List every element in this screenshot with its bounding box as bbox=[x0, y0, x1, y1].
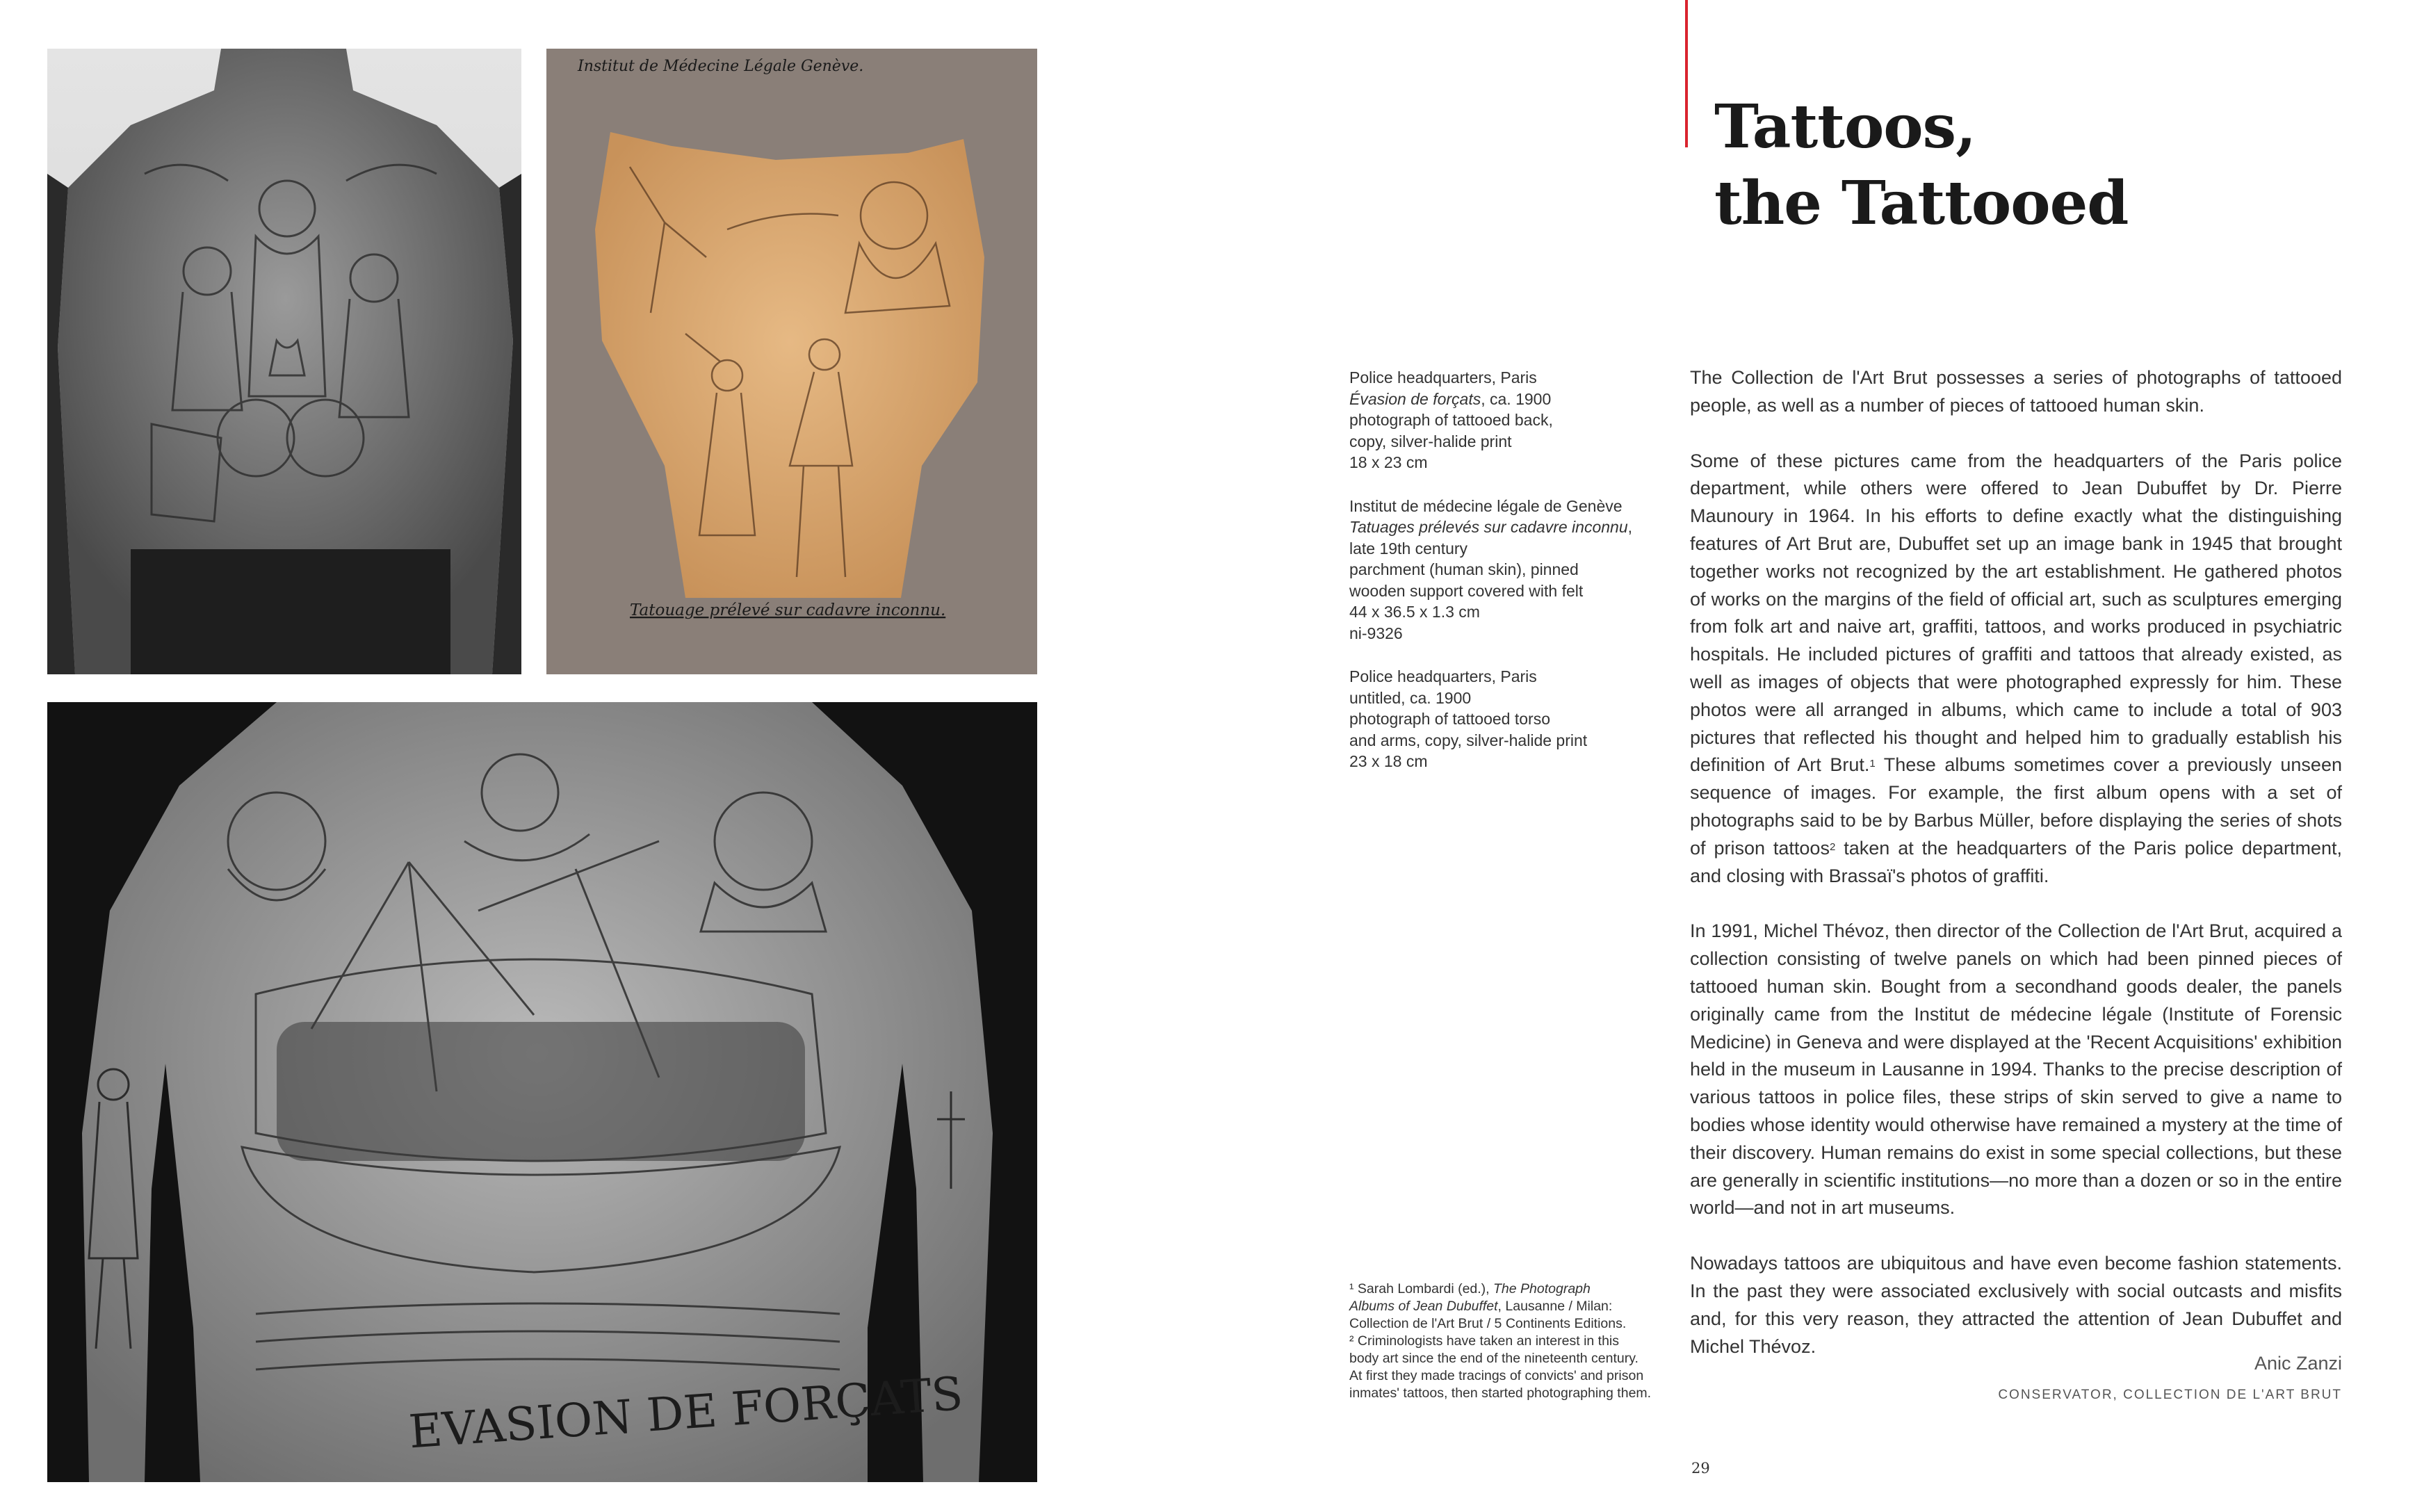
body-text-run: These albums sometimes cover a previously unseen sequence of images. For example, the first album opens with a set of photographs said to be by Barbus Müller, before displaying the series of shots of prison tattoos bbox=[1690, 754, 2342, 859]
caption-column bbox=[1349, 367, 1655, 795]
footnote-2-line: ² Criminologists have taken an interest in this bbox=[1349, 1333, 1620, 1349]
body-paragraph-4: Nowadays tattoos are ubiquitous and have even become fashion statements. In the past they were associated exclusively with social outcasts and misfits and, for this very reason, they attracted the attention of Jean Dubuffet and Michel Thévoz. bbox=[1690, 1253, 2342, 1357]
caption-2-title: Tatuages prélevés sur cadavre inconnu bbox=[1349, 518, 1628, 536]
page-number: 29 bbox=[1691, 1460, 1710, 1477]
body-paragraph-1: The Collection de l'Art Brut possesses a series of photographs of tattooed people, as well as a number of pieces of tattooed human skin. bbox=[1690, 367, 2342, 416]
caption-2-comma: , bbox=[1627, 518, 1633, 536]
footnote-1-line bbox=[1349, 1298, 1676, 1315]
caption-3-line: 23 x 18 cm bbox=[1349, 752, 1428, 770]
title-line-2: the Tattooed bbox=[1714, 168, 2129, 238]
tattooed-skin-image bbox=[546, 49, 1037, 674]
tattooed-chest-image bbox=[47, 49, 521, 674]
caption-2-line: wooden support covered with felt bbox=[1349, 581, 1584, 600]
caption-2-line: late 19th century bbox=[1349, 539, 1468, 558]
caption-2 bbox=[1349, 496, 1655, 644]
caption-3-line: Police headquarters, Paris bbox=[1349, 667, 1537, 685]
caption-1-title: Évasion de forçats bbox=[1349, 389, 1481, 408]
skin-label-top: Institut de Médecine Légale Genève. bbox=[578, 58, 864, 75]
caption-1-title-line bbox=[1349, 389, 1655, 410]
skin-label-bottom: Tatouage prélevé sur cadavre inconnu. bbox=[630, 601, 946, 619]
footnote-2-line: inmates' tattoos, then started photographing them. bbox=[1349, 1385, 1652, 1401]
footnotes bbox=[1349, 1281, 1676, 1402]
caption-2-line: parchment (human skin), pinned bbox=[1349, 560, 1579, 578]
body-paragraph-3: In 1991, Michel Thévoz, then director of the Collection de l'Art Brut, acquired a collection consisting of twelve panels on which had been pinned pieces of tattooed human skin. Bought from a secondhand goods dealer, the panels originally came from the Institut de médecine légale (Institute of Forensic Medicine) in Geneva and were displayed at the 'Recent Acquisitions' exhibition held in the museum in Lausanne in 1994. Thanks to the precise description of various tattoos in police files, these strips of skin served to give a name to bodies whose identity would otherwise have remained a mystery at the time of their discovery. Human remains do exist in some special collections, but these are generally in scientific institutions—no more than a dozen or so in the entire world—and not in art museums. bbox=[1690, 920, 2342, 1219]
footnote-2-line: At first they made tracings of convicts' and prison bbox=[1349, 1368, 1644, 1383]
footnote-1-line bbox=[1349, 1281, 1676, 1298]
caption-2-title-line bbox=[1349, 517, 1655, 538]
footnote-book-title: Albums of Jean Dubuffet bbox=[1349, 1299, 1498, 1314]
back-lettering: EVASION DE FORÇATS bbox=[407, 1366, 965, 1459]
footnote-book-title: The Photograph bbox=[1493, 1281, 1591, 1296]
caption-1-date: , ca. 1900 bbox=[1481, 389, 1552, 408]
body-text-run: Some of these pictures came from the headquarters of the Paris police department, while others were offered to Jean Dubuffet by Dr. Pierre Maunoury in 1964. In his efforts to define exactly what the distinguishing features of Art Brut are, Dubuffet set up an image bank in 1945 that brought together works not recognized by the art establishment. He gathered photos of works on the margins of the field of official art, such as sculptures emerging from folk art and naive art, graffiti, tattoos, and works produced in psychiatric hospitals. He included pictures of graffiti and tattoos that already existed, as well as images of objects that were photographed expressly for him. These photos were all arranged in albums, which came to include a total of 903 pictures that reflected his thought and helped him to gradually establish his definition of Art Brut. bbox=[1690, 450, 2342, 776]
body-text-run: taken at the headquarters of the Paris police department, and closing with Brassaï's photos of graffiti. bbox=[1690, 837, 2342, 886]
footnote-2-line: body art since the end of the nineteenth century. bbox=[1349, 1351, 1639, 1366]
body-paragraph-2 bbox=[1690, 448, 2342, 891]
footnote-ref-1: 1 bbox=[1869, 758, 1876, 770]
caption-1-line: 18 x 23 cm bbox=[1349, 453, 1428, 471]
tattooed-back-image bbox=[47, 702, 1037, 1482]
footnote-text: , Lausanne / Milan: bbox=[1497, 1299, 1613, 1314]
page-title bbox=[1714, 89, 2128, 242]
caption-2-line: ni-9326 bbox=[1349, 624, 1403, 642]
accent-red-rule bbox=[1685, 0, 1688, 147]
caption-3-line: untitled, ca. 1900 bbox=[1349, 688, 1472, 707]
title-line-1: Tattoos, bbox=[1714, 92, 1976, 162]
caption-3-line: photograph of tattooed torso bbox=[1349, 710, 1550, 728]
photo-tattooed-chest bbox=[47, 49, 521, 674]
footnote-1-line: Collection de l'Art Brut / 5 Continents Editions. bbox=[1349, 1316, 1627, 1331]
author-role: CONSERVATOR, COLLECTION DE L'ART BRUT bbox=[1998, 1388, 2342, 1402]
caption-2-line: Institut de médecine légale de Genève bbox=[1349, 496, 1623, 515]
author-name: Anic Zanzi bbox=[2254, 1353, 2342, 1374]
caption-1-line: photograph of tattooed back, bbox=[1349, 411, 1553, 429]
caption-2-line: 44 x 36.5 x 1.3 cm bbox=[1349, 603, 1480, 621]
caption-1-line: copy, silver-halide print bbox=[1349, 432, 1512, 450]
body-text bbox=[1690, 364, 2342, 1388]
photo-tattooed-back bbox=[47, 702, 1037, 1482]
caption-3-line: and arms, copy, silver-halide print bbox=[1349, 731, 1588, 749]
footnote-ref-2: 2 bbox=[1829, 840, 1836, 853]
caption-1 bbox=[1349, 367, 1655, 473]
caption-3 bbox=[1349, 666, 1655, 772]
photo-tattooed-skin-parchment bbox=[546, 49, 1037, 674]
caption-1-line: Police headquarters, Paris bbox=[1349, 368, 1537, 387]
footnote-text: ¹ Sarah Lombardi (ed.), bbox=[1349, 1281, 1494, 1296]
